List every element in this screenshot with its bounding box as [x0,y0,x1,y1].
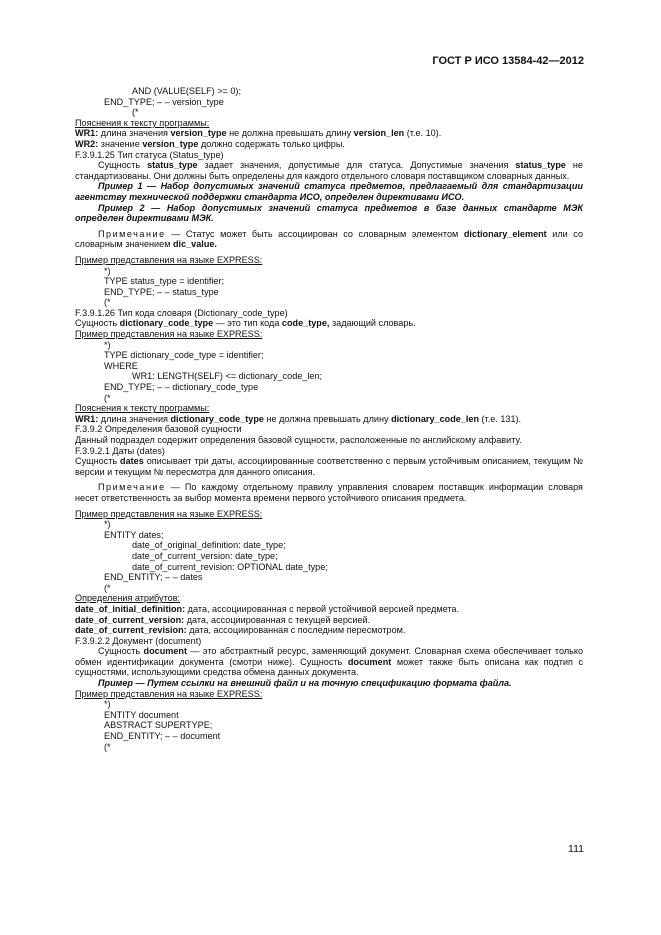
code-line: *) [104,699,111,710]
code-line: TYPE status_type = identifier; [104,276,225,287]
code-line: (* [104,741,111,752]
code-line: date_of_current_revision: OPTIONAL date_type; [132,561,328,572]
code-line: (* [132,107,139,118]
text-run: длина значения [98,413,171,424]
note-label: Примечание [98,228,166,239]
note-paragraph [75,482,583,503]
section-heading: F.3.9.1.26 Тип кода словаря (Dictionary_code_type) [75,307,288,318]
term: dictionary_element [463,228,547,239]
rule-label: WR2: [75,138,99,149]
code-line: (* [104,297,111,308]
text-run: (т.е. 131). [479,413,522,424]
example-paragraph: Пример — Путем ссылки на внешний файл и на точную спецификацию формата файла. [98,678,512,689]
text-run: — По каждому отдельному правилу управления словарем поставщик информации словаря несет ответственность за выбор момента времени первого устойчивого описания предмета. [75,482,583,503]
attribute-definition [75,625,583,636]
code-line: WR1: LENGTH(SELF) <= dictionary_code_len; [132,371,323,382]
code-line: AND (VALUE(SELF) >= 0); [132,86,241,96]
example-paragraph: Пример 1 — Набор допустимых значений статуса предметов, предлагаемый для стандартизации агентству технической поддержки стандарта ИСО, определен директивами ИСО. [75,181,583,202]
text-run: дата, ассоциированная с последним пересмотром. [186,625,406,636]
term: status_type [515,160,566,171]
express-example-heading: Пример представления на языке EXPRESS: [75,329,263,340]
text-run: значение [98,138,143,149]
code-line: TYPE dictionary_code_type = identifier; [104,350,264,361]
code-line: date_of_original_definition: date_type; [132,540,286,551]
text-run: Сущность [75,456,121,467]
text-run: Сущность [98,646,144,657]
term: dic_value. [172,239,217,250]
attribute-name: date_of_current_version: [75,614,185,625]
attribute-definition [75,615,583,626]
text-run: дата, ассоциированная с текущей версией. [184,614,371,625]
text-run: — это тип кода [213,318,282,329]
program-notes-heading: Пояснения к тексту программы: [75,117,210,128]
section-heading: F.3.9.2.1 Даты (dates) [75,445,165,456]
text-run: (т.е. 10). [404,128,442,139]
note-label: Примечание [98,482,166,493]
term: dates [120,456,144,467]
text-run: длина значения [98,128,171,139]
text-run: может также быть описана как подтип с сущностями, использующими средства обмена данных документа. [75,656,583,678]
program-notes-heading: Пояснения к тексту программы: [75,403,210,414]
text-run: задает значения, допустимые для статуса. Допустимые значения [197,160,516,171]
rule-line [75,414,583,425]
express-example-heading: Пример представления на языке EXPRESS: [75,508,263,519]
rule-label: WR1: [75,413,99,424]
text-run: задающий словарь. [329,318,416,329]
standard-header: ГОСТ Р ИСО 13584-42—2012 [432,55,584,67]
paragraph: Данный подраздел содержит определения базовой сущности, расположенные по английскому алфавиту. [75,435,522,445]
paragraph [75,160,583,181]
paragraph [75,646,583,678]
section-heading: F.3.9.2 Определения базовой сущности [75,424,242,435]
code-line: END_TYPE; – – version_type [104,96,224,107]
section-heading: F.3.9.1.25 Тип статуса (Status_type) [75,149,224,160]
express-example-heading: Пример представления на языке EXPRESS: [75,254,263,265]
term: code_type, [281,318,330,329]
note-paragraph [75,229,583,250]
express-example-heading: Пример представления на языке EXPRESS: [75,688,263,699]
term: status_type [147,160,198,171]
code-line: *) [104,265,111,276]
code-line: ENTITY dates; [104,529,164,540]
term: document [347,656,392,667]
code-line: END_TYPE; – – dictionary_code_type [104,382,259,393]
text-run: не должна превышать длину [263,413,392,424]
term: version_type [170,128,227,139]
attribute-name: date_of_current_revision: [75,625,187,636]
text-run: — это абстрактный ресурс, заменяющий документ. Словарная схема обеспечивает только обмен идентификации документа (смотри ниже). Сущность [75,646,583,667]
code-line: ENTITY document [104,709,179,720]
code-line: END_ENTITY; – – document [104,731,221,742]
rule-line [75,139,583,150]
code-line: WHERE [104,360,138,371]
rule-label: WR1: [75,128,99,139]
term: dictionary_code_len [391,413,479,424]
text-run: или со словарным значением [75,228,584,250]
example-paragraph: Пример 2 — Набор допустимых значений статуса предметов в базе данных стандарте МЭК определен директивами МЭК. [75,202,583,224]
text-run: не стандартизованы. Они должны быть определены для каждого отдельного словаря поставщиком словарных данных. [75,160,583,181]
term: document [143,646,187,657]
code-line: *) [104,519,111,530]
page-body [75,86,583,752]
code-line: (* [104,392,111,403]
term: version_type [142,138,199,149]
text-run: дата, ассоциированная с первой устойчивой версией предмета. [185,603,459,614]
attribute-definitions-heading: Определения атрибутов: [75,593,181,604]
attribute-definition [75,604,583,615]
paragraph [75,318,583,329]
text-run: Сущность [98,160,148,171]
code-line: ABSTRACT SUPERTYPE; [104,720,213,731]
code-line: date_of_current_version: date_type; [132,550,278,561]
text-run: Сущность [75,318,120,329]
text-run: описывает три даты, ассоциированные соответственно с первым устойчивым описанием, текущим № версии и текущим № пересмотра для данного описания. [75,456,584,477]
rule-line [75,128,583,139]
term: dictionary_code_type [119,318,214,329]
term: version_len [353,128,405,139]
page-number: 111 [568,843,584,855]
code-line: END_ENTITY; – – dates [104,572,203,583]
text-run: — Статус может быть ассоциирован со словарным элементом [165,228,464,239]
code-line: (* [104,582,111,593]
text-run: должно содержать только цифры. [198,138,345,149]
code-line: END_TYPE; – – status_type [104,286,219,297]
paragraph [75,456,583,477]
attribute-name: date_of_initial_definition: [75,603,186,614]
section-heading: F.3.9.2.2 Документ (document) [75,635,202,646]
term: dictionary_code_type [170,413,264,424]
code-line: *) [104,339,111,350]
text-run: не должна превышать длину [226,128,354,139]
